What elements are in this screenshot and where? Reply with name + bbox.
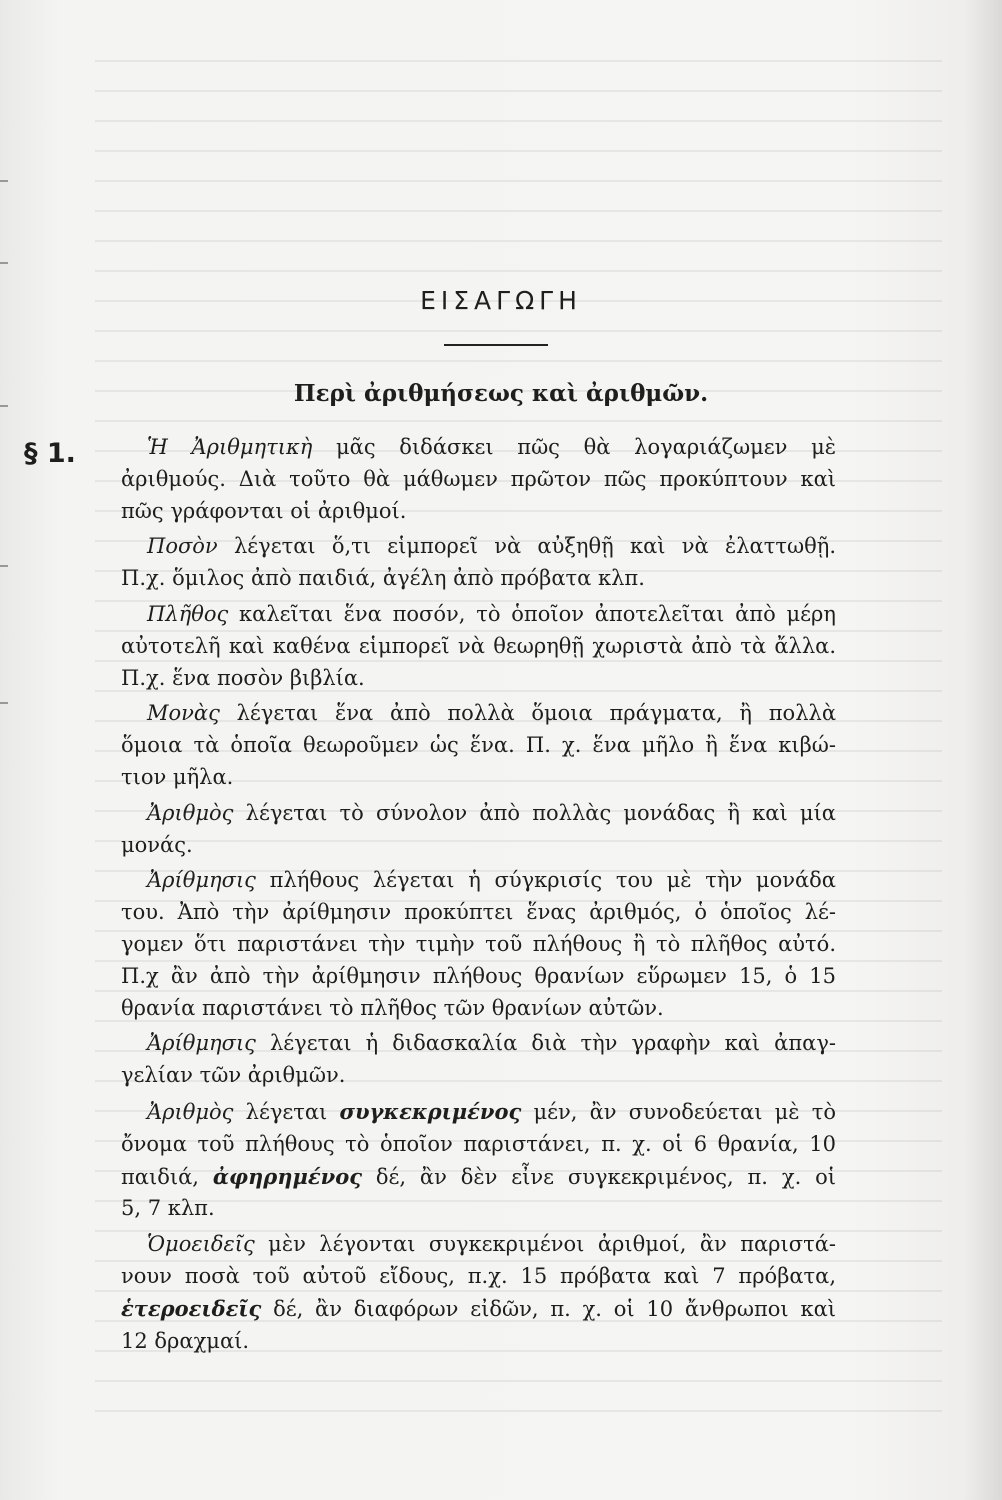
text-line: γομεν ὅτι παριστάνει τὴν τιμὴν τοῦ πλήθους ἢ τὸ πλῆθος αὐτό.: [121, 931, 836, 956]
chapter-title: ΕΙΣΑΓΩΓΗ: [420, 286, 582, 315]
text-line: Π.χ ἂν ἀπὸ τὴν ἀρίθμησιν πλήθους θρανίων εὕρωμεν 15, ὁ 15: [121, 963, 836, 988]
text-line: ὅμοια τὰ ὁποῖα θεωροῦμεν ὡς ἕνα. Π. χ. ἕνα μῆλο ἢ ἕνα κιβώ-: [121, 733, 836, 758]
text-line: παιδιά, ἀφηρημένος δέ, ἂν δὲν εἶνε συγκεκριμένος, π. χ. οἱ: [121, 1163, 836, 1189]
margin-mark: [0, 702, 8, 704]
text-line: 12 δραχμαί.: [121, 1328, 250, 1353]
text-line: Π.χ. ἕνα ποσὸν βιβλία.: [121, 665, 365, 690]
text-line: 5, 7 κλπ.: [121, 1196, 215, 1221]
text-line: πῶς γράφονται οἱ ἀριθμοί.: [121, 498, 407, 523]
text-line: Ἡ Ἀριθμητικὴ μᾶς διδάσκει πῶς θὰ λογαριάζωμεν μὲ: [147, 435, 836, 459]
text-line: Ἀριθμὸς λέγεται τὸ σύνολον ἀπὸ πολλὰς μονάδας ἢ καὶ μία: [147, 800, 836, 825]
body-text: [121, 432, 836, 1357]
margin-mark: [0, 180, 8, 182]
text-line: του. Ἀπὸ τὴν ἀρίθμησιν προκύπτει ἕνας ἀριθμός, ὁ ὁποῖος λέ-: [121, 900, 836, 925]
text-line: νουν ποσὰ τοῦ αὐτοῦ εἴδους, π.χ. 15 πρόβατα καὶ 7 πρόβατα,: [121, 1263, 836, 1288]
text-line: ἑτεροειδεῖς δέ, ἂν διαφόρων εἰδῶν, π. χ. οἱ 10 ἄνθρωποι καὶ: [121, 1295, 836, 1321]
title-rule: [444, 344, 548, 346]
section-number: § 1.: [24, 438, 76, 469]
text-line: Ἀρίθμησις λέγεται ἡ διδασκαλία διὰ τὴν γραφὴν καὶ ἀπαγ-: [147, 1031, 836, 1056]
text-line: ἀριθμούς. Διὰ τοῦτο θὰ μάθωμεν πρῶτον πῶς προκύπτουν καὶ: [121, 466, 836, 491]
margin-mark: [0, 565, 8, 567]
text-line: Ὁμοειδεῖς μὲν λέγονται συγκεκριμένοι ἀριθμοί, ἂν παριστά-: [147, 1232, 836, 1257]
margin-mark: [0, 262, 8, 264]
page-edge-shadow: [964, 0, 1002, 1500]
text-line: Μονὰς λέγεται ἕνα ἀπὸ πολλὰ ὅμοια πράγματα, ἢ πολλὰ: [147, 701, 836, 726]
text-line: γελίαν τῶν ἀριθμῶν.: [121, 1063, 346, 1088]
text-line: ὄνομα τοῦ πλήθους τὸ ὁποῖον παριστάνει, π. χ. οἱ 6 θρανία, 10: [121, 1131, 836, 1156]
text-line: θρανία παριστάνει τὸ πλῆθος τῶν θρανίων αὐτῶν.: [121, 995, 664, 1020]
text-line: τιον μῆλα.: [121, 764, 234, 789]
section-subtitle: Περὶ ἀριθμήσεως καὶ ἀριθμῶν.: [293, 380, 709, 407]
text-line: Ποσὸν λέγεται ὅ,τι εἱμπορεῖ νὰ αὐξηθῇ καὶ νὰ ἐλαττωθῇ.: [147, 534, 836, 559]
text-line: μονάς.: [121, 832, 193, 857]
text-line: Ἀρίθμησις πλήθους λέγεται ἡ σύγκρισίς του μὲ τὴν μονάδα: [147, 868, 836, 893]
text-line: Π.χ. ὅμιλος ἀπὸ παιδιά, ἀγέλη ἀπὸ πρόβατα κλπ.: [121, 566, 645, 591]
text-line: Πλῆθος καλεῖται ἕνα ποσόν, τὸ ὁποῖον ἀποτελεῖται ἀπὸ μέρη: [147, 601, 836, 626]
text-line: Ἀριθμὸς λέγεται συγκεκριμένος μέν, ἂν συνοδεύεται μὲ τὸ: [147, 1098, 836, 1124]
text-line: αὐτοτελῆ καὶ καθένα εἱμπορεῖ νὰ θεωρηθῇ χωριστὰ ἀπὸ τὰ ἄλλα.: [121, 633, 836, 658]
